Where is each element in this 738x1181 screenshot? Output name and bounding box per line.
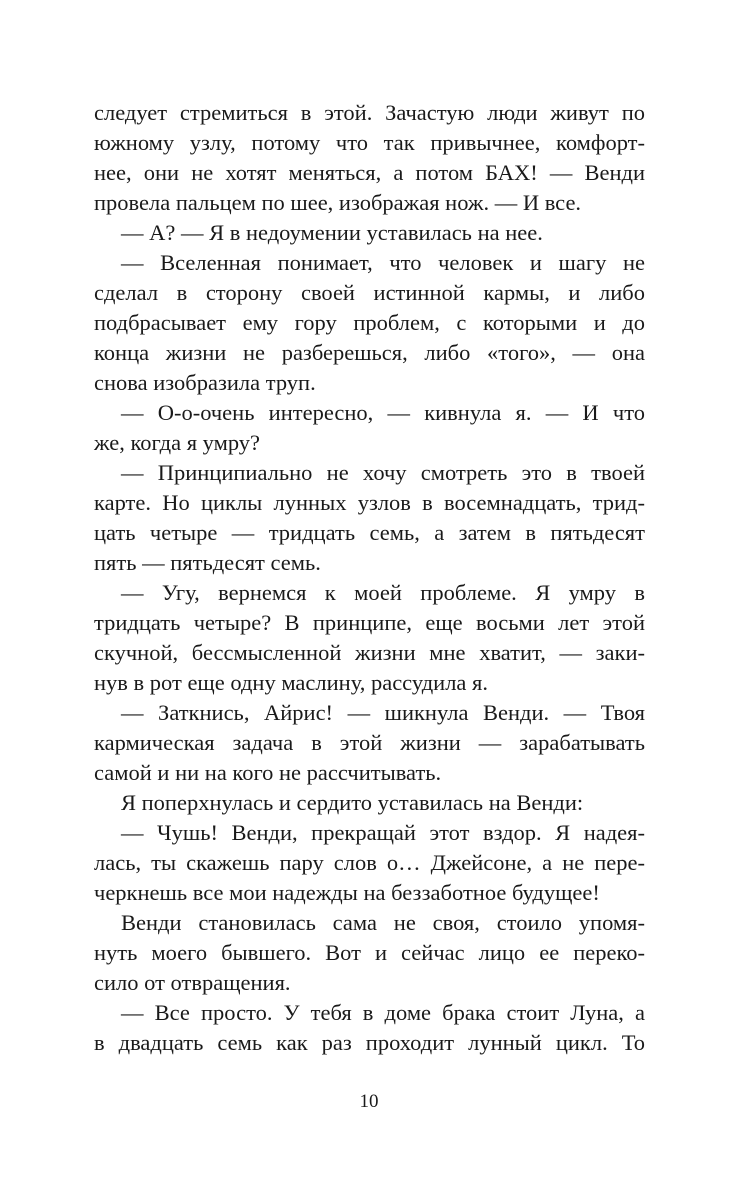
text-line: конца жизни не разберешься, либо «того», — она — [94, 340, 645, 365]
body-text — [94, 98, 645, 1058]
page-number: 10 — [359, 1091, 379, 1112]
text-line: в двадцать семь как раз проходит лунный цикл. То — [94, 1030, 645, 1055]
text-line: сило от отвращения. — [94, 970, 291, 995]
text-line: кармическая задача в этой жизни — зарабатывать — [94, 730, 645, 755]
text-line: снова изобразила труп. — [94, 370, 316, 395]
text-line: — О-о-очень интересно, — кивнула я. — И что — [121, 400, 645, 425]
text-line: южному узлу, потому что так привычнее, комфорт- — [94, 130, 645, 155]
text-line: следует стремиться в этой. Зачастую люди живут по — [94, 100, 645, 125]
text-line: лась, ты скажешь пару слов о… Джейсоне, а не пере- — [94, 850, 645, 875]
text-line: — Угу, вернемся к моей проблеме. Я умру в — [121, 580, 645, 605]
text-line: самой и ни на кого не рассчитывать. — [94, 760, 442, 785]
text-line: нуть моего бывшего. Вот и сейчас лицо ее переко- — [94, 940, 645, 965]
text-line: Венди становилась сама не своя, стоило упомя- — [121, 910, 645, 935]
text-line: цать четыре — тридцать семь, а затем в пятьдесят — [94, 520, 645, 545]
text-line: — Чушь! Венди, прекращай этот вздор. Я надея- — [121, 820, 645, 845]
text-line: нув в рот еще одну маслину, рассудила я. — [94, 670, 489, 695]
text-line: сделал в сторону своей истинной кармы, и либо — [94, 280, 645, 305]
text-line: — Принципиально не хочу смотреть это в твоей — [121, 460, 645, 485]
text-line: скучной, бессмысленной жизни мне хватит, — заки- — [94, 640, 645, 665]
text-line: тридцать четыре? В принципе, еще восьми лет этой — [94, 610, 645, 635]
text-line: Я поперхнулась и сердито уставилась на Венди: — [121, 790, 584, 815]
text-line: — Вселенная понимает, что человек и шагу не — [121, 250, 645, 275]
text-line: — А? — Я в недоумении уставилась на нее. — [121, 220, 543, 245]
text-line: пять — пятьдесят семь. — [94, 550, 321, 575]
text-line: нее, они не хотят меняться, а потом БАХ! — Венди — [94, 160, 645, 185]
text-line: — Все просто. У тебя в доме брака стоит Луна, а — [121, 1000, 645, 1025]
text-line: подбрасывает ему гору проблем, с которыми и до — [94, 310, 645, 335]
text-line: — Заткнись, Айрис! — шикнула Венди. — Твоя — [121, 700, 645, 725]
text-line: провела пальцем по шее, изображая нож. — И все. — [94, 190, 582, 215]
text-line: карте. Но циклы лунных узлов в восемнадцать, трид- — [94, 490, 645, 515]
text-line: черкнешь все мои надежды на беззаботное будущее! — [94, 880, 600, 905]
text-line: же, когда я умру? — [94, 430, 261, 455]
